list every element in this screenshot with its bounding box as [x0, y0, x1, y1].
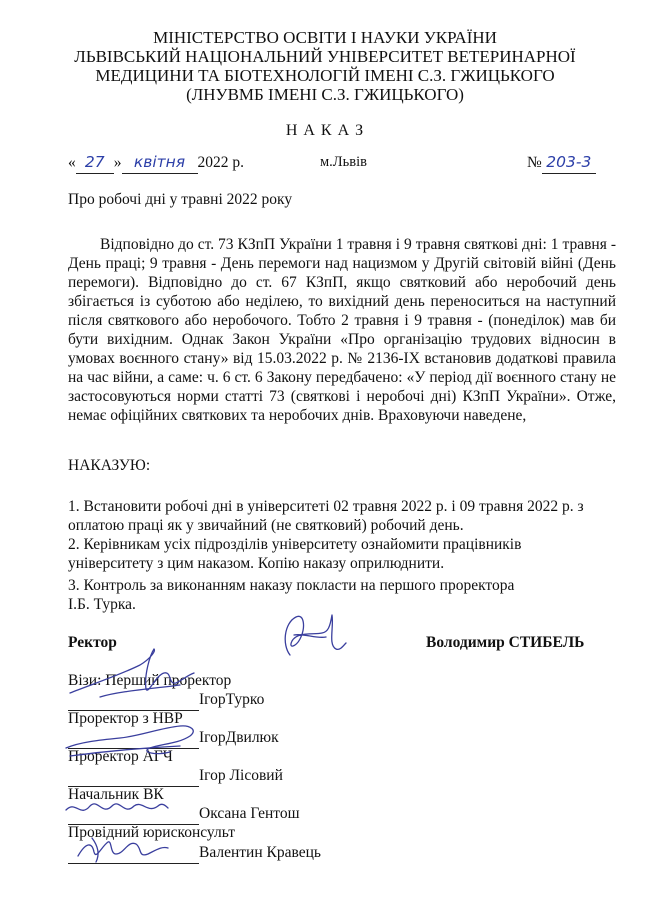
date-year: 2022 р.: [197, 154, 244, 171]
first-vice-rector-signature-image: [60, 645, 200, 705]
visa-position: Проректор з НВР: [68, 710, 183, 727]
visa-name: Ігор Лісовий: [199, 767, 283, 784]
visa-name: Оксана Гентош: [199, 805, 300, 822]
visa-signature-line: [68, 767, 199, 787]
visa-entry-3: [68, 767, 283, 787]
order-item-3-line2: І.Б. Турка.: [68, 595, 136, 613]
visa-position: Проректор АГЧ: [68, 748, 173, 765]
order-date: [68, 153, 244, 174]
visa-position: Провідний юрисконсульт: [68, 824, 235, 841]
visa-position: Начальник ВК: [68, 786, 164, 803]
university-abbreviation: (ЛНУВМБ ІМЕНІ С.З. ГЖИЦЬКОГО): [186, 85, 464, 104]
document-title: Н А К А З: [285, 122, 365, 139]
visa-name: Валентин Кравець: [199, 844, 321, 861]
visa-heading: Візи: Перший проректор: [68, 672, 232, 689]
number-value: 203-3: [546, 153, 592, 171]
visa-name: ІгорТурко: [199, 691, 265, 708]
visa-name: ІгорДвилюк: [199, 729, 279, 746]
order-subject: Про робочі дні у травні 2022 року: [68, 191, 293, 208]
order-item-2-line1: 2. Керівникам усіх підрозділів університету ознайомити працівників: [68, 536, 522, 553]
rector-name: Володимир СТИБЕЛЬ: [426, 634, 585, 651]
legal-adviser-signature-image: [72, 832, 172, 866]
order-item-1-line2: оплатою праці як у звичайний (не святковий) робочий день.: [68, 516, 464, 534]
date-day-field: [76, 153, 114, 174]
order-item-3-line1: 3. Контроль за виконанням наказу покласти на першого проректора: [68, 577, 515, 594]
rector-signature-image: [270, 605, 350, 665]
order-number: [527, 153, 596, 174]
order-item-1-line1: 1. Встановити робочі дні в університеті 02 травня 2022 р. і 09 травня 2022 р. з: [68, 498, 584, 515]
body-paragraph: Відповідно до ст. 73 КЗпП України 1 травня і 9 травня святкові дні: 1 травня - День праці; 9 травня - День перемоги над нацизмом у Другій світовій війні (День перемоги). Відповідно до ст. 67 КЗпП, якщо святковий або неробочий день збігається із суботою або неділею, то вихідний день переноситься на наступний після святкового або неробочого. Тобто 2 травня і 9 травня - (понеділок) мав би бути вихідним. Однак Закон України «Про організацію трудових відносин в умовах воєнного стану» від 15.03.2022 р. № 2136-IX встановив додаткові правила на час війни, а саме: ч. 6 ст. 6 Закону передбачено: «У період дії воєнного стану не застосовуються норми статті 73 (святкові і неробочі дні) КЗпП України». Отже, немає офіційних святкових та неробочих днів. Враховуючи наведене,: [68, 236, 616, 424]
vice-rector-nvr-signature-image: [60, 718, 210, 763]
date-close-quote: »: [113, 154, 122, 171]
number-sign: №: [527, 154, 542, 171]
rector-title: Ректор: [68, 634, 117, 651]
university-name-line2: МЕДИЦИНИ ТА БІОТЕХНОЛОГІЙ ІМЕНІ С.З. ГЖИЦЬКОГО: [95, 66, 555, 85]
order-word: НАКАЗУЮ:: [68, 457, 151, 474]
date-month-field: [122, 153, 198, 174]
date-open-quote: «: [68, 154, 76, 171]
number-field: [542, 153, 596, 174]
head-vk-signature-image: [62, 792, 172, 822]
university-name-line1: ЛЬВІВСЬКИЙ НАЦІОНАЛЬНИЙ УНІВЕРСИТЕТ ВЕТЕРИНАРНОЇ: [74, 47, 576, 66]
ministry-name: МІНІСТЕРСТВО ОСВІТИ І НАУКИ УКРАЇНИ: [153, 28, 497, 47]
order-item-1: [68, 498, 628, 535]
order-item-2: [68, 536, 628, 573]
order-place: м.Львів: [320, 154, 367, 170]
date-month: квітня: [133, 153, 186, 171]
date-day: 27: [84, 153, 105, 171]
order-item-2-line2: університету з цим наказом. Копію наказу оприлюднити.: [68, 554, 445, 572]
